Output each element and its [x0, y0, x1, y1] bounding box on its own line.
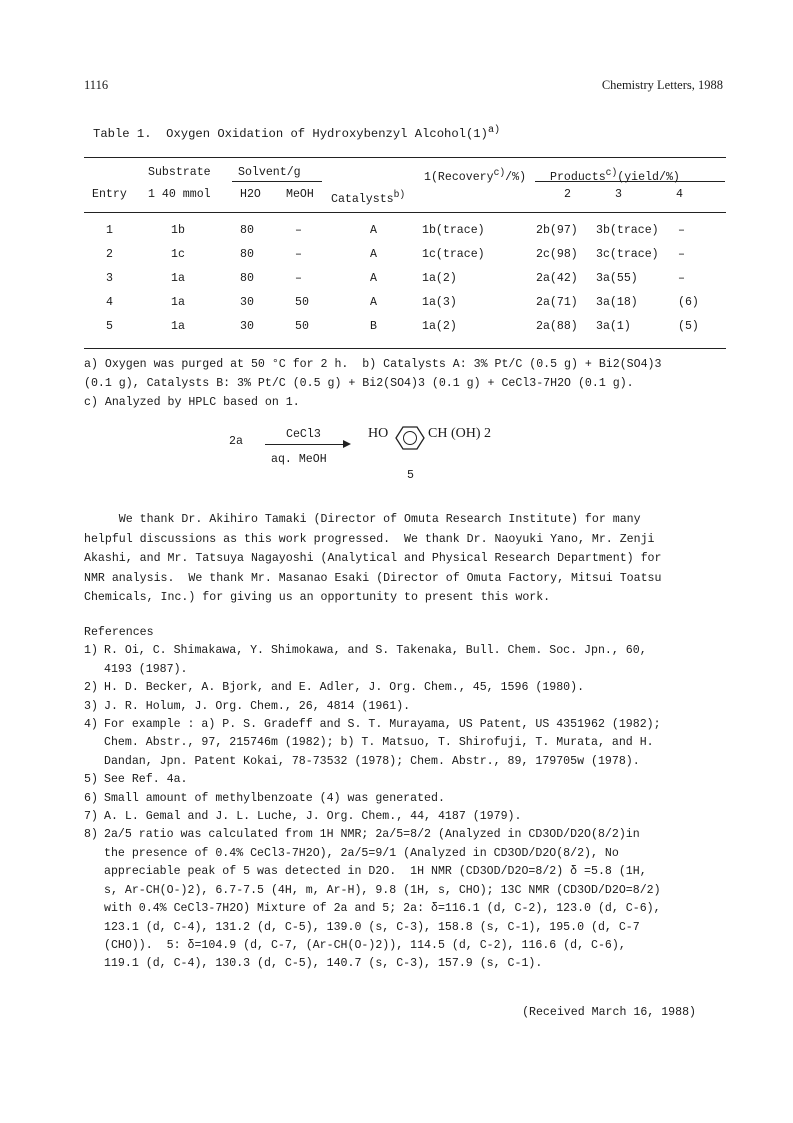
- cell-meoh: –: [295, 272, 302, 285]
- reference-line: with 0.4% CeCl3-7H2O) Mixture of 2a and 5; 2a: δ=116.1 (d, C-2), 123.0 (d, C-6),: [104, 902, 661, 916]
- references: [84, 624, 734, 974]
- reference-line: 123.1 (d, C-4), 131.2 (d, C-5), 139.0 (s, C-3), 158.8 (s, C-1), 195.0 (d, C-7: [104, 920, 640, 934]
- reference-item: [84, 771, 734, 789]
- cell-product-2: 2a(71): [536, 296, 578, 309]
- cell-product-3: 3a(55): [596, 272, 638, 285]
- reference-line: A. L. Gemal and J. L. Luche, J. Org. Chem., 44, 4187 (1979).: [104, 810, 522, 824]
- cell-catalyst: A: [370, 224, 377, 237]
- cell-substrate: 1a: [171, 272, 185, 285]
- scheme-reagent-bottom: aq. MeOH: [271, 453, 327, 466]
- reference-line: See Ref. 4a.: [104, 773, 188, 787]
- cell-recovery: 1b(trace): [422, 224, 485, 237]
- cell-product-4: –: [678, 248, 685, 261]
- cell-meoh: 50: [295, 296, 309, 309]
- scheme-product-label: 5: [407, 469, 414, 482]
- reference-line: R. Oi, C. Shimakawa, Y. Shimokawa, and S. Takenaka, Bull. Chem. Soc. Jpn., 60,: [104, 644, 647, 658]
- cell-product-2: 2c(98): [536, 248, 578, 261]
- cell-catalyst: A: [370, 272, 377, 285]
- received-date: (Received March 16, 1988): [522, 1006, 696, 1019]
- reference-line: Chem. Abstr., 97, 215746m (1982); b) T. Matsuo, T. Shirofuji, T. Murata, and H.: [104, 736, 654, 750]
- cell-h2o: 80: [240, 224, 254, 237]
- acknowledgment-line: helpful discussions as this work progressed. We thank Dr. Naoyuki Yano, Mr. Zenji: [84, 532, 655, 546]
- cell-product-2: 2a(42): [536, 272, 578, 285]
- acknowledgment-line: Akashi, and Mr. Tatsuya Nagayoshi (Analytical and Physical Research Department) for: [84, 552, 662, 566]
- acknowledgment-line: We thank Dr. Akihiro Tamaki (Director of Omuta Research Institute) for many: [84, 513, 641, 526]
- cell-recovery: 1c(trace): [422, 248, 485, 261]
- reference-text: [104, 808, 521, 826]
- table-bottom-rule: [84, 348, 726, 349]
- cell-catalyst: B: [370, 320, 377, 333]
- reference-text: [104, 642, 647, 679]
- reference-number: 3): [84, 699, 98, 713]
- reference-text: [104, 716, 661, 771]
- scheme-reagent-top: CeCl3: [286, 428, 321, 441]
- cell-meoh: –: [295, 248, 302, 261]
- reference-list: [84, 642, 734, 973]
- products-tail: (yield/%): [617, 170, 680, 184]
- table-caption-note: a): [487, 125, 501, 136]
- cell-product-4: –: [678, 272, 685, 285]
- cell-recovery: 1a(2): [422, 272, 457, 285]
- reference-number: 1): [84, 644, 98, 658]
- cell-product-4: (5): [678, 320, 699, 333]
- cell-entry: 2: [106, 248, 113, 261]
- header-entry: Entry: [92, 188, 127, 201]
- reference-text: [104, 679, 584, 697]
- recovery-tail: /%): [505, 170, 527, 184]
- table-caption: [93, 122, 500, 143]
- cell-h2o: 80: [240, 272, 254, 285]
- reference-item: [84, 698, 734, 716]
- reaction-arrow: [265, 444, 349, 445]
- reaction-arrow-head: [343, 440, 351, 448]
- cell-recovery: 1a(2): [422, 320, 457, 333]
- cell-recovery: 1a(3): [422, 296, 457, 309]
- reference-item: [84, 790, 734, 808]
- header-solvent: Solvent/g: [238, 166, 301, 179]
- recovery-note: c): [493, 167, 506, 178]
- solvent-rule: [232, 181, 322, 182]
- header-h2o: H2O: [240, 188, 261, 201]
- page-number: 1116: [84, 78, 109, 92]
- reference-line: Dandan, Jpn. Patent Kokai, 78-73532 (1978); Chem. Abstr., 89, 179705w (1978).: [104, 754, 640, 768]
- reference-line: H. D. Becker, A. Bjork, and E. Adler, J. Org. Chem., 45, 1596 (1980).: [104, 681, 585, 695]
- cell-entry: 4: [106, 296, 113, 309]
- cell-entry: 3: [106, 272, 113, 285]
- header-products: [550, 164, 680, 187]
- header-catalysts: [331, 186, 405, 209]
- reference-text: [104, 771, 188, 789]
- reference-item: [84, 679, 734, 697]
- scheme-product-left: HO: [368, 426, 389, 441]
- reference-number: 2): [84, 681, 98, 695]
- header-product-2: 2: [564, 188, 571, 201]
- scheme-product-right: CH (OH) 2: [428, 426, 491, 441]
- header-substrate-sub: 1 40 mmol: [148, 188, 211, 201]
- cell-h2o: 80: [240, 248, 254, 261]
- cell-product-3: 3a(18): [596, 296, 638, 309]
- cell-product-2: 2b(97): [536, 224, 578, 237]
- table-caption-text: Table 1. Oxygen Oxidation of Hydroxybenzyl Alcohol(1): [93, 127, 488, 142]
- cell-entry: 5: [106, 320, 113, 333]
- reference-item: [84, 808, 734, 826]
- benzene-ring-icon: [392, 423, 428, 453]
- journal-title: Chemistry Letters, 1988: [601, 78, 723, 92]
- header-product-3: 3: [615, 188, 622, 201]
- header-meoh: MeOH: [286, 188, 314, 201]
- products-label: Products: [550, 170, 606, 184]
- table-footnote-a: a) Oxygen was purged at 50 °C for 2 h. b) Catalysts A: 3% Pt/C (0.5 g) + Bi2(SO4)3: [84, 358, 662, 371]
- catalysts-label: Catalysts: [331, 192, 394, 206]
- reference-text: [104, 826, 661, 973]
- reference-line: the presence of 0.4% CeCl3-7H2O), 2a/5=9/1 (Analyzed in CD3OD/D2O(8/2), No: [104, 846, 619, 860]
- cell-substrate: 1b: [171, 224, 185, 237]
- table-header-rule: [84, 212, 726, 213]
- reference-text: [104, 790, 445, 808]
- products-note: c): [605, 167, 618, 178]
- cell-substrate: 1a: [171, 320, 185, 333]
- cell-substrate: 1c: [171, 248, 185, 261]
- header-substrate: Substrate: [148, 166, 211, 179]
- reference-line: (CHO)). 5: δ=104.9 (d, C-7, (Ar-CH(O-)2)), 114.5 (d, C-2), 116.6 (d, C-6),: [104, 938, 626, 952]
- cell-entry: 1: [106, 224, 113, 237]
- header-product-4: 4: [676, 188, 683, 201]
- reference-number: 8): [84, 828, 98, 842]
- cell-h2o: 30: [240, 296, 254, 309]
- cell-h2o: 30: [240, 320, 254, 333]
- acknowledgment-line: NMR analysis. We thank Mr. Masanao Esaki (Director of Omuta Factory, Mitsui Toatsu: [84, 571, 662, 585]
- cell-product-3: 3b(trace): [596, 224, 659, 237]
- cell-catalyst: A: [370, 248, 377, 261]
- table-footnote-b: (0.1 g), Catalysts B: 3% Pt/C (0.5 g) + Bi2(SO4)3 (0.1 g) + CeCl3-7H2O (0.1 g).: [84, 377, 634, 390]
- acknowledgment-line: Chemicals, Inc.) for giving us an opportunity to present this work.: [84, 591, 551, 605]
- cell-catalyst: A: [370, 296, 377, 309]
- reference-line: 2a/5 ratio was calculated from 1H NMR; 2a/5=8/2 (Analyzed in CD3OD/D2O(8/2)in: [104, 828, 640, 842]
- cell-substrate: 1a: [171, 296, 185, 309]
- reference-item: [84, 826, 734, 973]
- reference-line: 4193 (1987).: [104, 662, 188, 676]
- cell-meoh: –: [295, 224, 302, 237]
- reference-line: Small amount of methylbenzoate (4) was generated.: [104, 791, 445, 805]
- products-rule: [535, 181, 725, 182]
- reference-line: appreciable peak of 5 was detected in D2O. 1H NMR (CD3OD/D2O=8/2) δ =5.8 (1H,: [104, 865, 647, 879]
- reference-item: [84, 716, 734, 771]
- cell-product-3: 3a(1): [596, 320, 631, 333]
- reference-item: [84, 642, 734, 679]
- reference-number: 6): [84, 791, 98, 805]
- cell-product-4: (6): [678, 296, 699, 309]
- reference-number: 7): [84, 810, 98, 824]
- cell-product-4: –: [678, 224, 685, 237]
- reference-line: s, Ar-CH(O-)2), 6.7-7.5 (4H, m, Ar-H), 9.8 (1H, s, CHO); 13C NMR (CD3OD/D2O=8/2): [104, 883, 661, 897]
- reference-line: For example : a) P. S. Gradeff and S. T. Murayama, US Patent, US 4351962 (1982);: [104, 718, 661, 732]
- catalysts-note: b): [393, 189, 406, 200]
- reference-number: 4): [84, 718, 98, 732]
- scheme-reactant: 2a: [229, 435, 243, 448]
- reference-line: J. R. Holum, J. Org. Chem., 26, 4814 (1961).: [104, 699, 411, 713]
- cell-product-2: 2a(88): [536, 320, 578, 333]
- table-top-rule: [84, 157, 726, 158]
- cell-product-3: 3c(trace): [596, 248, 659, 261]
- table-footnote-c: c) Analyzed by HPLC based on 1.: [84, 396, 300, 409]
- references-heading: References: [84, 626, 154, 639]
- cell-meoh: 50: [295, 320, 309, 333]
- reference-text: [104, 698, 410, 716]
- header-recovery: [424, 164, 526, 187]
- reference-line: 119.1 (d, C-4), 130.3 (d, C-5), 140.7 (s, C-3), 157.9 (s, C-1).: [104, 957, 543, 971]
- recovery-label: 1(Recovery: [424, 170, 494, 184]
- reference-number: 5): [84, 773, 98, 787]
